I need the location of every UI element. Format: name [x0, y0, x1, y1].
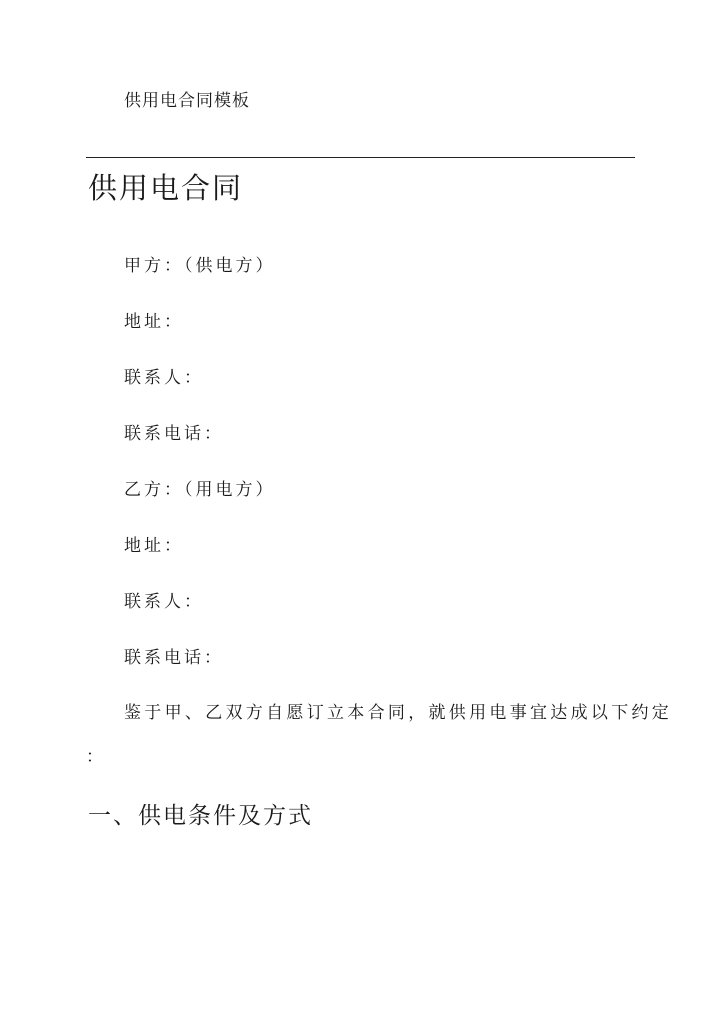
preamble-paragraph-tail: ：	[86, 747, 103, 767]
party-b-address: 地址：	[124, 536, 184, 556]
party-a-contact: 联系人：	[124, 368, 204, 388]
party-a-address: 地址：	[124, 312, 184, 332]
section-heading-1: 一、供电条件及方式	[88, 803, 313, 829]
page-header-title: 供用电合同模板	[124, 91, 250, 111]
party-b-contact: 联系人：	[124, 592, 204, 612]
document-title: 供用电合同	[88, 171, 244, 205]
party-b-label: 乙方：（用电方）	[124, 480, 276, 500]
header-divider	[86, 157, 635, 158]
preamble-paragraph: 鉴于甲、乙双方自愿订立本合同，就供用电事宜达成以下约定	[124, 703, 673, 723]
party-a-phone: 联系电话：	[124, 424, 224, 444]
party-a-label: 甲方：（供电方）	[124, 256, 276, 276]
party-b-phone: 联系电话：	[124, 648, 224, 668]
